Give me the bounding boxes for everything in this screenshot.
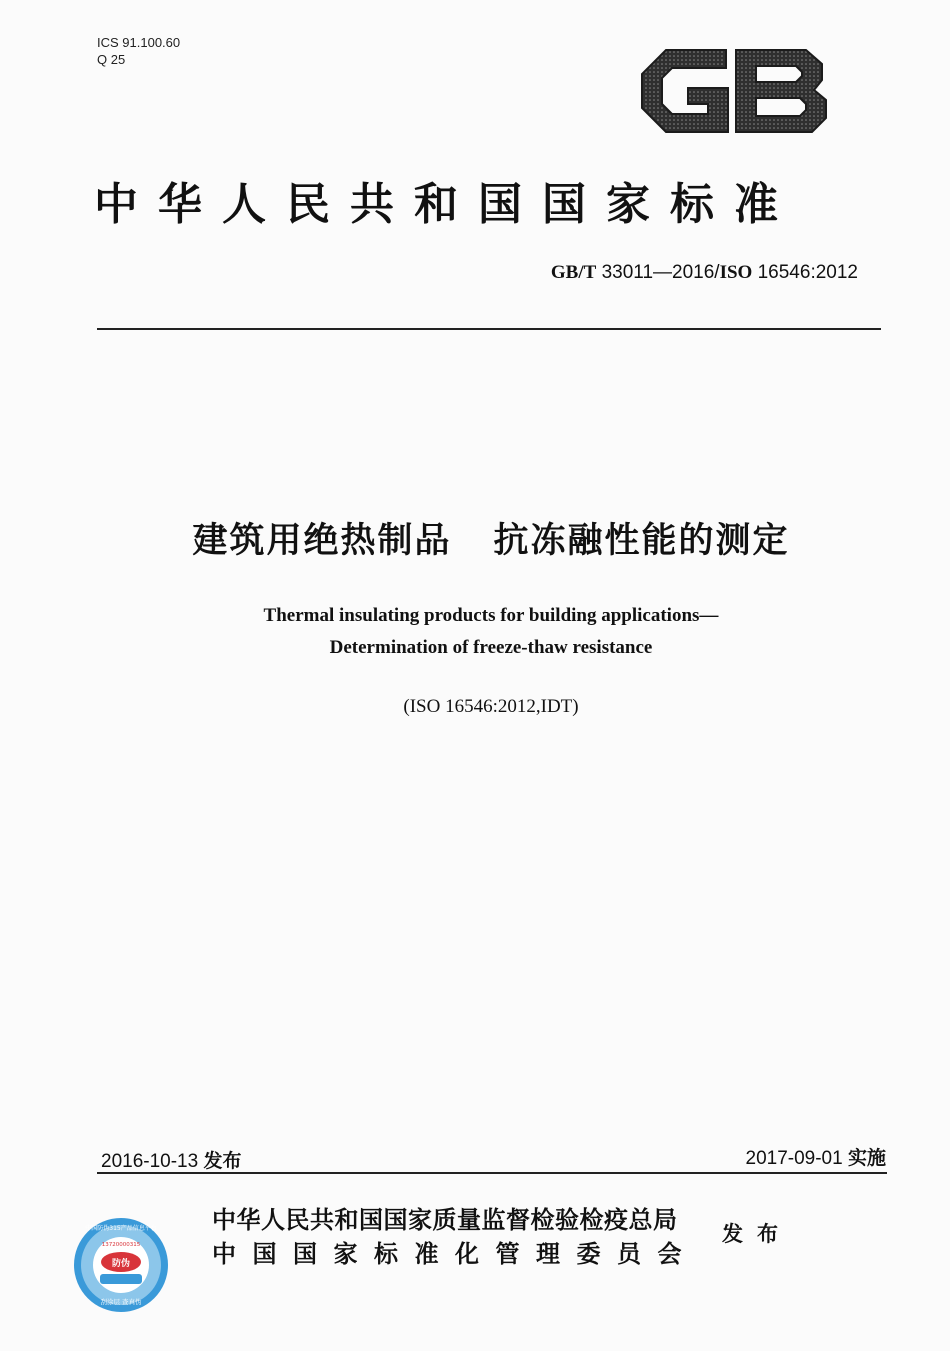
gb-logo (636, 42, 832, 140)
chinese-title-part2: 抗冻融性能的测定 (493, 521, 790, 561)
seal-bottom-text: 刮涂层 查真伪 (100, 1298, 142, 1306)
ccs-code: Q 25 (97, 52, 126, 67)
seal-phone: 13720000315 (101, 1242, 141, 1248)
chinese-title-part1: 建筑用绝热制品 (192, 521, 452, 561)
seal-top-text: 中国防伪315产品信息平台 (85, 1225, 157, 1232)
seal-center-text: 防伪 (111, 1259, 131, 1269)
implementation-date (746, 1143, 887, 1170)
top-divider (97, 328, 881, 330)
logo-letter-b (736, 50, 826, 132)
publish-label: 发布 (722, 1221, 792, 1246)
authority-aqsiq: 中华人民共和国国家质量监督检验检疫总局 (212, 1205, 678, 1234)
bottom-divider (97, 1172, 887, 1174)
iso-equivalence: (ISO 16546:2012,IDT) (403, 696, 579, 717)
implementation-label: 实施 (847, 1147, 886, 1169)
national-standard-heading: 中华人民共和国国家标准 (94, 179, 798, 230)
english-title (0, 600, 950, 664)
anti-counterfeit-seal (72, 1216, 170, 1314)
issue-date-value: 2016-10-13 (101, 1151, 199, 1172)
standard-prefix: GB/T (550, 262, 597, 283)
english-title-line2: Determination of freeze-thaw resistance (329, 637, 653, 658)
iso-prefix: ISO (719, 262, 753, 283)
logo-letter-g (642, 50, 728, 132)
english-title-line1: Thermal insulating products for building applications— (263, 605, 719, 626)
chinese-title (0, 513, 950, 563)
issuing-authorities (212, 1203, 698, 1271)
standard-code: 33011—2016/ (601, 262, 720, 283)
authority-sac: 中国国家标准化管理委员会 (212, 1239, 698, 1268)
standard-number (551, 262, 858, 284)
issue-date (101, 1146, 242, 1173)
iso-code: 16546:2012 (757, 262, 858, 283)
issue-label: 发布 (203, 1150, 242, 1172)
classification-codes (97, 34, 180, 68)
ics-code: ICS 91.100.60 (97, 35, 181, 50)
implementation-date-value: 2017-09-01 (745, 1148, 843, 1169)
